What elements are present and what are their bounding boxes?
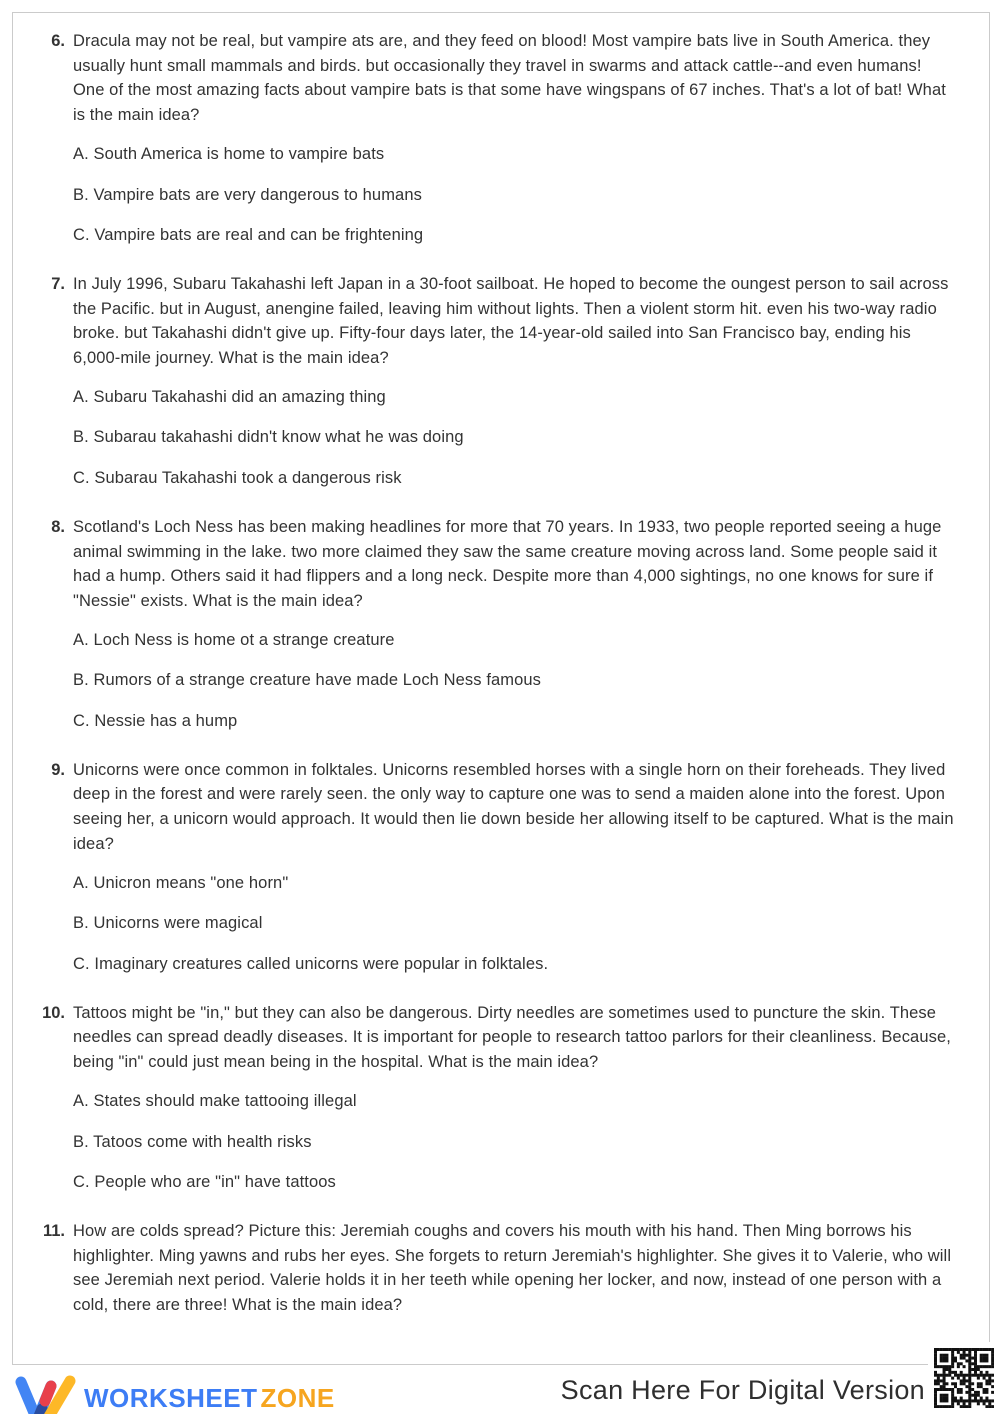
option-c: C. Imaginary creatures called unicorns were popular in folktales. bbox=[73, 954, 549, 973]
question-number: 6. bbox=[51, 32, 65, 50]
question-number: 10. bbox=[42, 1003, 65, 1022]
question-number: 11. bbox=[42, 1221, 65, 1240]
worksheetzone-logo bbox=[14, 1370, 335, 1414]
question-text: Dracula may not be real, but vampire ats are, and they feed on blood! Most vampire bats live in South America. they usually hunt small mammals and birds. but occasionally they travel in swarms and attack cattle--and even humans! One of the most amazing facts about vampire bats is that some have wingspans of 67 inches. That's a lot of bat! What is the main idea? bbox=[73, 32, 946, 125]
option-b: B. Subarau takahashi didn't know what he was doing bbox=[73, 428, 464, 447]
question-body bbox=[73, 1001, 955, 1195]
logo-text-worksheet: WORKSHEET bbox=[84, 1382, 258, 1413]
question-10 bbox=[26, 1001, 955, 1195]
option-b: B. Rumors of a strange creature have made Loch Ness famous bbox=[73, 671, 542, 690]
option-b: B. Tatoos come with health risks bbox=[73, 1132, 312, 1151]
question-text: Unicorns were once common in folktales. Unicorns resembled horses with a single horn on their foreheads. They lived deep in the forest and were rarely seen. the only way to capture one was to send a maiden alone into the forest. Upon seeing her, a unicorn would approach. It would then lie down beside her allowing itself to be captured. What is the main idea? bbox=[73, 760, 954, 853]
question-9 bbox=[26, 758, 955, 977]
logo-text bbox=[84, 1383, 335, 1414]
qr-code-pattern bbox=[934, 1348, 994, 1408]
option-a: A. Subaru Takahashi did an amazing thing bbox=[73, 387, 386, 406]
question-text: How are colds spread? Picture this: Jeremiah coughs and covers his mouth with his hand. Then Ming borrows his highlighter. Ming yawns and rubs her eyes. She forgets to return Jeremiah's highlighter. She gives it to Valerie, who will see Jeremiah next period. Valerie holds it in her teeth while opening her locker, and now, instead of one person with a cold, there are three! What is the main idea? bbox=[73, 1221, 952, 1315]
question-body bbox=[73, 515, 955, 734]
question-6 bbox=[26, 29, 955, 248]
option-c: C. Subarau Takahashi took a dangerous risk bbox=[73, 469, 402, 488]
options-list bbox=[73, 1089, 955, 1195]
question-body bbox=[73, 272, 955, 491]
option-a: A. Loch Ness is home ot a strange creature bbox=[73, 630, 395, 649]
options-list bbox=[73, 385, 955, 491]
options-list bbox=[73, 142, 955, 248]
option-c: C. People who are "in" have tattoos bbox=[73, 1173, 336, 1192]
question-body bbox=[73, 29, 955, 248]
option-b: B. Unicorns were magical bbox=[73, 914, 263, 933]
question-body bbox=[73, 1219, 955, 1318]
qr-code bbox=[928, 1342, 1000, 1414]
scan-here-text: Scan Here For Digital Version bbox=[560, 1375, 925, 1405]
question-text: In July 1996, Subaru Takahashi left Japan in a 30-foot sailboat. He hoped to become the oungest person to sail across the Pacific. but in August, anengine failed, leaving him without lights. Then a violent storm hit. even his two-way radio broke. but Takahashi didn't give up. Fifty-four days later, the 14-year-old sailed into San Francisco bay, ending his 6,000-mile journey. What is the main idea? bbox=[73, 274, 949, 368]
question-7 bbox=[26, 272, 955, 491]
worksheet-frame bbox=[12, 12, 990, 1365]
option-a: A. Unicron means "one horn" bbox=[73, 873, 289, 892]
question-number: 8. bbox=[51, 517, 65, 536]
option-c: C. Vampire bats are real and can be frightening bbox=[73, 226, 424, 245]
question-text: Scotland's Loch Ness has been making headlines for more that 70 years. In 1933, two people reported seeing a huge animal swimming in the lake. two more claimed they saw the same creature moving across land. Some people said it had a hump. Others said it had flippers and a long neck. Despite more than 4,000 sightings, no one knows for sure if "Nessie" exists. What is the main idea? bbox=[73, 517, 942, 610]
question-8 bbox=[26, 515, 955, 734]
question-number: 9. bbox=[51, 760, 65, 779]
logo-text-zone: ZONE bbox=[260, 1382, 335, 1413]
option-b: B. Vampire bats are very dangerous to humans bbox=[73, 185, 422, 204]
option-a: A. States should make tattooing illegal bbox=[73, 1091, 357, 1110]
option-a: A. South America is home to vampire bats bbox=[73, 144, 385, 163]
option-c: C. Nessie has a hump bbox=[73, 712, 238, 731]
options-list bbox=[73, 628, 955, 734]
options-list bbox=[73, 871, 955, 977]
question-body bbox=[73, 758, 955, 977]
logo-w-icon bbox=[14, 1370, 78, 1414]
question-11 bbox=[26, 1219, 955, 1318]
footer bbox=[0, 1365, 1000, 1414]
question-number: 7. bbox=[51, 274, 65, 293]
question-text: Tattoos might be "in," but they can also be dangerous. Dirty needles are sometimes used to puncture the skin. These needles can spread deadly diseases. It is important for people to research tattoo parlors for their cleanliness. Because, being "in" could just mean being in the hospital. What is the main idea? bbox=[73, 1003, 951, 1072]
